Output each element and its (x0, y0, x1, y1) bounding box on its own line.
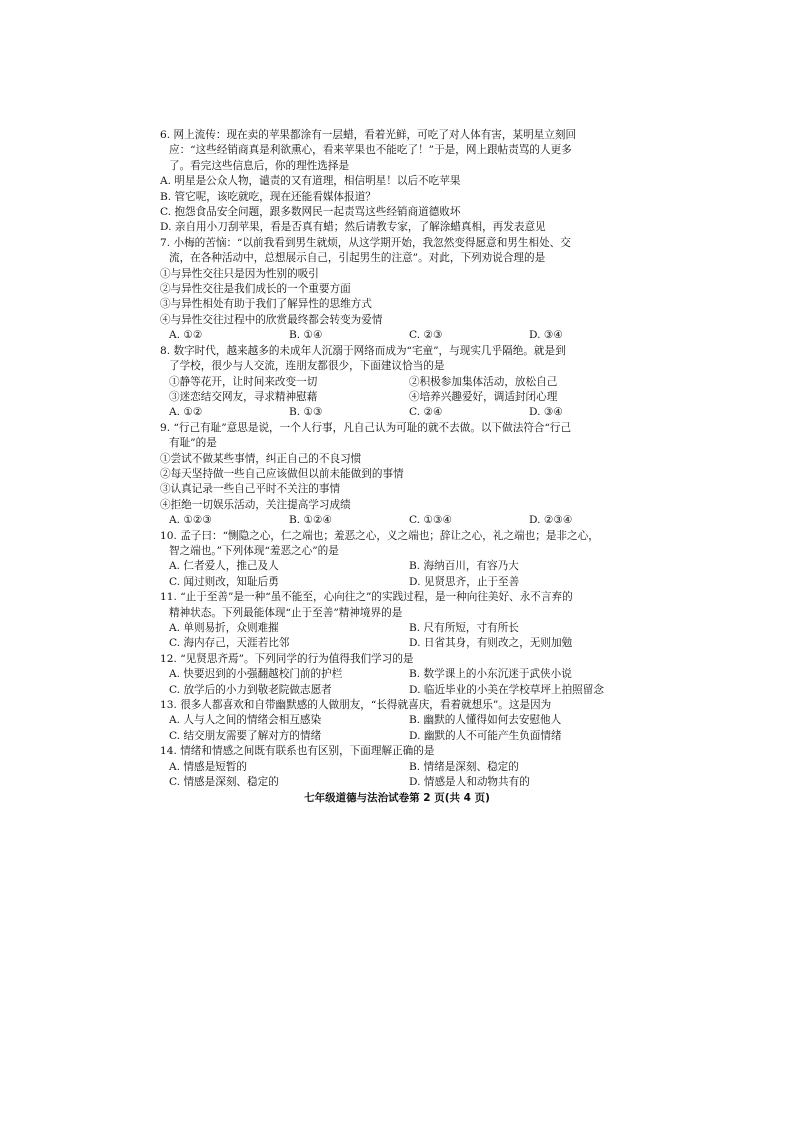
question-11-stem-line-2: 精神状态。下列最能体现“止于至善”精神境界的是 (169, 606, 403, 619)
question-7-answer-a: A. ①② (169, 329, 203, 342)
question-13-option-d: D. 幽默的人不可能产生负面情绪 (409, 729, 562, 742)
page-footer: 七年级道德与法治试卷第 2 页(共 4 页) (304, 792, 490, 804)
question-10-options-row-1 (160, 559, 660, 574)
question-8-statement-4: ④培养兴趣爱好，调适封闭心理 (409, 390, 558, 403)
question-8-stem-line-2: 了学校，很少与人交流，连朋友都很少，下面建议恰当的是 (169, 360, 445, 373)
question-7-answer-c: C. ②③ (409, 329, 443, 342)
question-10-stem-line-1: 10. 孟子曰：“恻隐之心，仁之端也；羞恶之心，义之端也；辞让之心，礼之端也；是非之心， (160, 529, 599, 542)
question-6-option-d: D. 亲自用小刀刮苹果，看是否真有蜡；然后请教专家，了解涂蜡真相，再发表意见 (160, 221, 546, 234)
question-12-stem-line-1: 12. “见贤思齐焉”。下列同学的行为值得我们学习的是 (160, 652, 414, 665)
question-10-stem-line-2: 智之端也。”下列体现“羞恶之心”的是 (169, 544, 339, 557)
question-6-option-b: B. 管它呢，该吃就吃，现在还能看媒体报道？ (160, 190, 376, 203)
question-14-option-a: A. 情感是短暂的 (169, 760, 247, 773)
question-13 (160, 698, 660, 744)
question-11 (160, 590, 660, 652)
question-10-options-row-2 (160, 575, 660, 590)
question-9 (160, 421, 660, 529)
question-12-option-b: B. 数学课上的小东沉迷于武侠小说 (409, 668, 572, 681)
question-9-answers (160, 513, 660, 528)
question-12-option-a: A. 快要迟到的小强翻越校门前的护栏 (169, 668, 343, 681)
question-7-statement-1: ①与异性交往只是因为性别的吸引 (160, 267, 319, 280)
question-11-option-d: D. 日省其身，有则改之，无则加勉 (409, 637, 573, 650)
question-11-options-row-2 (160, 636, 660, 651)
question-9-statement-2: ②每天坚持做一些自己应该做但以前未能做到的事情 (160, 467, 404, 480)
question-7-answer-b: B. ①④ (289, 329, 323, 342)
question-9-answer-d: D. ②③④ (529, 514, 573, 527)
question-7-stem-line-2: 流，在各种活动中，总想展示自己，引起男生的注意”。对此，下列劝说合理的是 (169, 252, 546, 265)
question-12-options-row-2 (160, 683, 660, 698)
question-11-option-c: C. 海内存己，天涯若比邻 (169, 637, 290, 650)
question-14-option-c: C. 情感是深刻、稳定的 (169, 776, 279, 789)
question-7-statement-3: ③与异性相处有助于我们了解异性的思维方式 (160, 298, 372, 311)
question-7-statement-2: ②与异性交往是我们成长的一个重要方面 (160, 283, 351, 296)
question-11-stem-line-1: 11. “止于至善”是一种“虽不能至，心向往之”的实践过程，是一种向往美好、永不言弃的 (160, 591, 573, 604)
question-7 (160, 236, 660, 344)
question-9-answer-c: C. ①③④ (409, 514, 452, 527)
question-6 (160, 128, 660, 236)
question-10 (160, 529, 660, 591)
question-8-statement-3: ③迷恋结交网友，寻求精神慰藉 (169, 390, 318, 403)
question-8-statement-2: ②积极参加集体活动，放松自己 (409, 375, 558, 388)
question-9-stem-line-1: 9. “行己有耻”意思是说，一个人行事，凡自己认为可耻的就不去做。以下做法符合“行己 (160, 421, 572, 434)
question-11-option-a: A. 单则易折，众则难摧 (169, 622, 279, 634)
question-8-statement-1: ①静等花开，让时间来改变一切 (169, 375, 318, 388)
question-8-stem-line-1: 8. 数字时代，越来越多的未成年人沉溺于网络而成为“宅童”，与现实几乎隔绝。就是到 (160, 344, 566, 357)
question-9-statement-1: ①尝试不做某些事情，纠正自己的不良习惯 (160, 452, 362, 465)
question-9-statement-4: ④拒绝一切娱乐活动，关注提高学习成绩 (160, 498, 351, 511)
question-8-answer-b: B. ①③ (289, 406, 323, 419)
question-14 (160, 744, 660, 790)
question-8-answers (160, 405, 660, 420)
question-12-option-d: D. 临近毕业的小美在学校草坪上拍照留念 (409, 683, 604, 696)
question-13-option-b: B. 幽默的人懂得如何去安慰他人 (409, 714, 562, 727)
question-14-options-row-1 (160, 760, 660, 775)
question-10-option-d: D. 见贤思齐，止于至善 (409, 575, 520, 588)
question-9-statement-3: ③认真记录一些自己平时不关注的事情 (160, 483, 341, 496)
question-11-option-b: B. 尺有所短，寸有所长 (409, 622, 519, 634)
question-14-option-d: D. 情感是人和动物共有的 (409, 776, 530, 789)
question-13-option-a: A. 人与人之间的情绪会相互感染 (169, 714, 322, 727)
question-8 (160, 344, 660, 421)
question-7-statement-4: ④与异性交往过程中的欣赏最终都会转变为爱情 (160, 313, 383, 326)
question-12-option-c: C. 放学后的小力到敬老院做志愿者 (169, 683, 332, 696)
question-8-statements-row-2 (160, 390, 660, 405)
question-13-options-row-2 (160, 729, 660, 744)
question-6-option-a: A. 明星是公众人物，谴责的又有道理，相信明星！以后不吃苹果 (160, 175, 461, 188)
question-13-stem-line-1: 13. 很多人都喜欢和自带幽默感的人做朋友，“长得就喜庆，看着就想乐”。这是因为 (160, 699, 552, 712)
question-14-stem-line-1: 14. 情绪和情感之间既有联系也有区别，下面理解正确的是 (160, 745, 435, 758)
question-14-option-b: B. 情绪是深刻、稳定的 (409, 760, 519, 773)
question-8-answer-d: D. ③④ (529, 406, 563, 419)
question-list (160, 128, 660, 790)
question-14-options-row-2 (160, 775, 660, 790)
question-7-answer-d: D. ③④ (529, 329, 563, 342)
question-13-options-row-1 (160, 713, 660, 728)
question-7-answers (160, 328, 660, 343)
question-8-answer-a: A. ①② (169, 406, 203, 419)
question-12-options-row-1 (160, 667, 660, 682)
question-9-answer-a: A. ①②③ (169, 514, 212, 527)
question-6-stem-line-1: 6. 网上流传：现在卖的苹果都涂有一层蜡，看着光鲜，可吃了对人体有害，某明星立刻回 (160, 129, 577, 141)
question-13-option-c: C. 结交朋友需要了解对方的情绪 (169, 729, 322, 742)
question-8-statements-row-1 (160, 375, 660, 390)
question-10-option-c: C. 闻过则改，知耻后勇 (169, 575, 279, 588)
question-6-stem-line-2: 应：“这些经销商真是利欲熏心，看来苹果也不能吃了！”于是，网上跟帖责骂的人更多 (169, 144, 572, 157)
question-10-option-a: A. 仁者爱人，推己及人 (169, 560, 279, 573)
question-9-stem-line-2: 有耻”的是 (169, 437, 217, 450)
question-6-option-c: C. 抱怨食品安全问题，跟多数网民一起责骂这些经销商道德败坏 (160, 206, 461, 219)
question-6-stem-line-3: 了。看完这些信息后，你的理性选择是 (169, 159, 350, 172)
question-9-answer-b: B. ①②④ (289, 514, 333, 527)
question-11-options-row-1 (160, 621, 660, 636)
question-12 (160, 652, 660, 698)
question-10-option-b: B. 海纳百川，有容乃大 (409, 560, 519, 573)
question-7-stem-line-1: 7. 小梅的苦恼：“以前我看到男生就烦，从这学期开始，我忽然变得愿意和男生相处、交 (160, 236, 571, 249)
question-8-answer-c: C. ②④ (409, 406, 443, 419)
